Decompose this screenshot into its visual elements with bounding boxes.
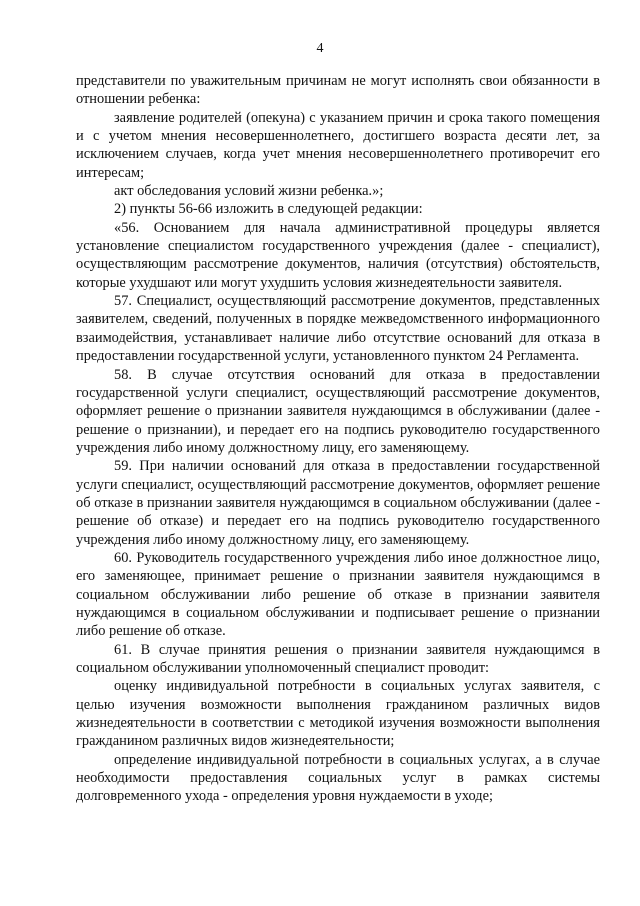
paragraph: 60. Руководитель государственного учреждения либо иное должностное лицо, его заменяющее, принимает решение о признании заявителя нуждающимся в социальном обслуживании либо решение об отказе в признании заявителя нуждающимся в социальном обслуживании и подписывает решение о признании либо решение об отказе.: [76, 549, 600, 640]
paragraph: 58. В случае отсутствия оснований для отказа в предоставлении государственной услуги специалист, осуществляющий рассмотрение документов, оформляет решение о признании заявителя нуждающимся в обслуживании (далее - решение о признании), и передает его на подпись руководителю государственного учреждения либо иному должностному лицу, его заменяющему.: [76, 366, 600, 456]
paragraph: 61. В случае принятия решения о признании заявителя нуждающимся в социальном обслуживании уполномоченный специалист проводит:: [76, 641, 600, 676]
paragraph: представители по уважительным причинам не могут исполнять свои обязанности в отношении ребенка:: [76, 73, 600, 108]
paragraph: акт обследования условий жизни ребенка.»;: [114, 183, 384, 200]
paragraph: определение индивидуальной потребности в социальных услугах, а в случае необходимости предоставления социальных услуг в рамках системы долговременного ухода - определения уровня нуждаемости в уходе;: [76, 751, 600, 805]
paragraph: 59. При наличии оснований для отказа в предоставлении государственной услуги специалист, осуществляющий рассмотрение документов, оформляет решение об отказе в признании заявителя нуждающимся в социальном обслуживании (далее - решение об отказе) и передает его на подпись руководителю государственного учреждения либо иному должностному лицу, его заменяющему.: [76, 458, 600, 548]
paragraph: 57. Специалист, осуществляющий рассмотрение документов, представленных заявителем, сведений, полученных в порядке межведомственного информационного взаимодействия, устанавливает наличие либо отсутствие оснований для отказа в предоставлении государственной услуги, установленного пунктом 24 Регламента.: [76, 293, 600, 365]
document-body: [76, 72, 600, 806]
paragraph: «56. Основанием для начала административной процедуры является установление специалистом государственного учреждения (далее - специалист), осуществляющим рассмотрение документов, наличия (отсутствия) обстоятельств, которые ухудшают или могут ухудшить условия жизнедеятельности заявителя.: [76, 219, 600, 291]
page-number: 4: [316, 41, 324, 56]
paragraph: заявление родителей (опекуна) с указанием причин и срока такого помещения и с учетом мнения несовершеннолетнего, достигшего возраста десяти лет, за исключением случаев, когда учет мнения несовершеннолетнего противоречит его интересам;: [76, 109, 600, 181]
paragraph: оценку индивидуальной потребности в социальных услугах заявителя, с целью изучения возможности выполнения гражданином различных видов жизнедеятельности в соответствии с методикой изучения возможности выполнения гражданином различных видов жизнедеятельности;: [76, 678, 600, 750]
paragraph: 2) пункты 56-66 изложить в следующей редакции:: [114, 201, 423, 218]
